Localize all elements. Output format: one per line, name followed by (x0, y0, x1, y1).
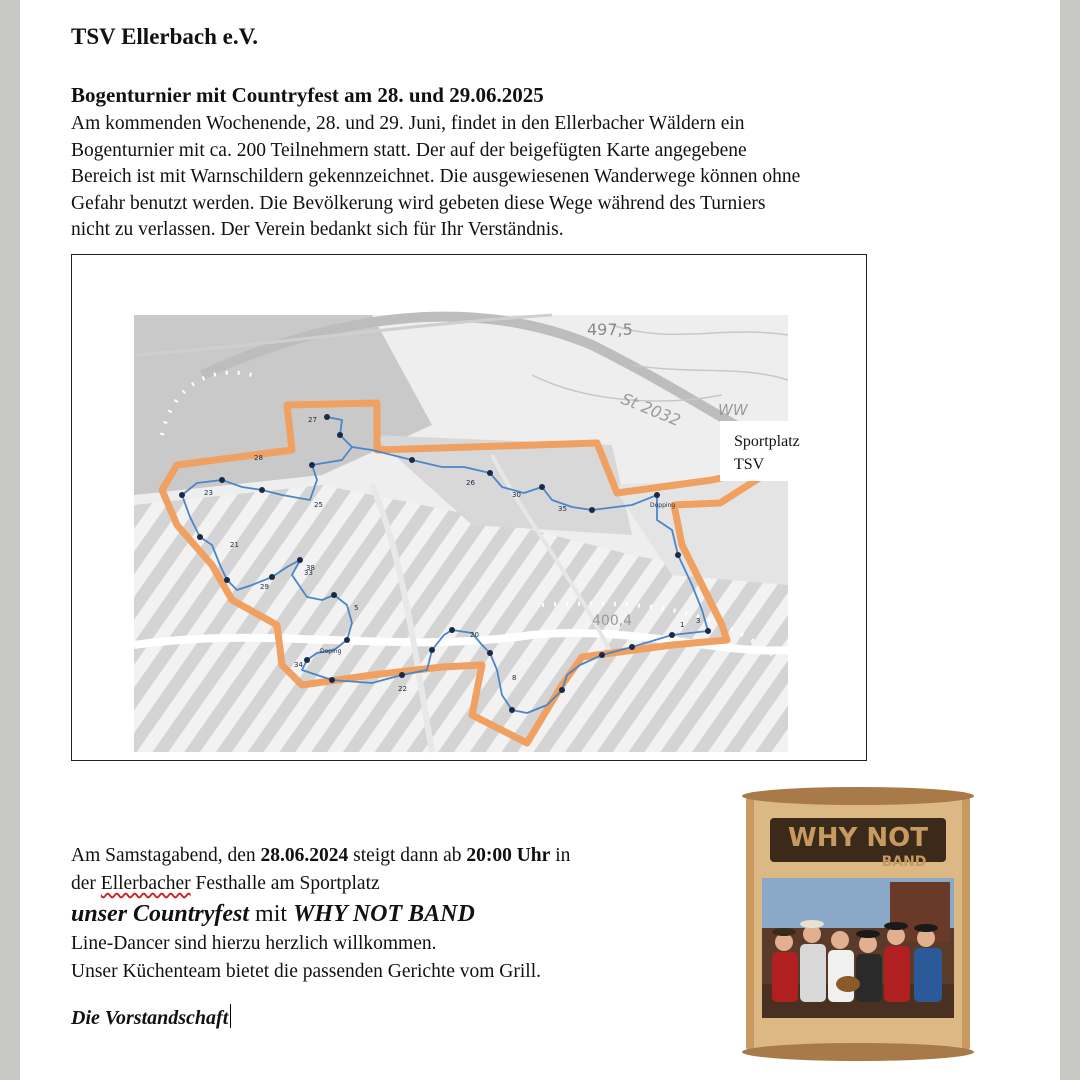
signature: Die Vorstandschaft (71, 1007, 229, 1029)
announcement-paragraph (71, 111, 971, 244)
text-run: der (71, 873, 101, 894)
text-run: Festhalle am Sportplatz (190, 873, 380, 894)
member-body (828, 950, 854, 1002)
station-number: 38 (306, 564, 315, 572)
station-marker (179, 492, 185, 498)
text-run: Am Samstagabend, den (71, 845, 261, 866)
station-marker (509, 707, 515, 713)
station-number: 35 (558, 505, 567, 513)
spellcheck-word[interactable]: Ellerbacher (100, 873, 191, 894)
station-marker (219, 477, 225, 483)
station-marker (409, 457, 415, 463)
event-line: Unser Küchenteam bietet die passenden Gerichte vom Grill. (71, 961, 542, 982)
station-marker (589, 507, 595, 513)
band-poster (740, 784, 976, 1064)
member-body (914, 948, 942, 1002)
text-run: mit (249, 901, 294, 927)
text-run: in (550, 845, 571, 866)
paragraph-line: Bereich ist mit Warnschildern gekennzeichnet. Die ausgewiesenen Wanderwege können ohne (71, 166, 801, 187)
station-number: 22 (398, 685, 407, 693)
start-label: Dopping (650, 502, 676, 509)
station-number: 25 (314, 501, 323, 509)
paragraph-line: Am kommenden Wochenende, 28. und 29. Juni, findet in den Ellerbacher Wäldern ein (71, 113, 745, 134)
height-label: 497,5 (587, 320, 633, 339)
event-date: 28.06.2024 (260, 845, 349, 866)
station-marker (705, 628, 711, 634)
station-marker (324, 414, 330, 420)
station-number: 34 (294, 661, 303, 669)
station-marker (449, 627, 455, 633)
event-time: 20:00 Uhr (466, 845, 551, 866)
poster-graphic (740, 784, 976, 1064)
signature-line[interactable] (71, 1004, 231, 1030)
paragraph-line: nicht zu verlassen. Der Verein bedankt sich für Ihr Verständnis. (71, 219, 564, 240)
paragraph-line: Gefahr benutzt werden. Die Bevölkerung wird gebeten diese Wege während des Turniers (71, 192, 766, 214)
paragraph-line: Bogenturnier mit ca. 200 Teilnehmern statt. Der auf der beigefügten Karte angegebene (71, 139, 747, 161)
club-name: TSV Ellerbach e.V. (71, 24, 259, 49)
start-label: Doping (320, 648, 342, 655)
station-marker (539, 484, 545, 490)
station-number: 3 (696, 617, 701, 625)
member-body (772, 952, 798, 1002)
hat (914, 924, 938, 932)
hat (856, 930, 880, 938)
station-marker (224, 577, 230, 583)
station-marker (344, 637, 350, 643)
hat (800, 920, 824, 928)
station-number: 29 (260, 583, 269, 591)
station-number: 23 (204, 489, 213, 497)
station-marker (599, 652, 605, 658)
station-number: 27 (308, 416, 317, 424)
station-number: 26 (466, 479, 475, 487)
station-number: 30 (512, 491, 521, 499)
text-run: steigt dann ab (348, 845, 467, 866)
tournament-map (71, 254, 867, 761)
station-number: 28 (254, 454, 263, 462)
station-marker (654, 492, 660, 498)
station-marker (309, 462, 315, 468)
document-page[interactable] (20, 0, 1060, 1080)
scroll-top (742, 787, 974, 805)
poster-title: WHY NOT (788, 823, 928, 853)
station-number: 21 (230, 541, 239, 549)
station-number: 33 (304, 569, 313, 577)
callout-line: TSV (734, 456, 765, 473)
station-marker (297, 557, 303, 563)
band-name: WHY NOT BAND (293, 901, 475, 927)
text-cursor (230, 1004, 231, 1028)
station-marker (559, 687, 565, 693)
member-head (831, 931, 849, 949)
station-marker (269, 574, 275, 580)
road-label: St 2032 (618, 389, 684, 431)
event-line (71, 870, 570, 898)
station-marker (669, 632, 675, 638)
station-marker (331, 592, 337, 598)
station-number: 5 (354, 604, 359, 612)
station-marker (197, 534, 203, 540)
height-label: 400,4 (592, 613, 633, 629)
station-number: 1 (680, 621, 685, 629)
station-marker (337, 432, 343, 438)
event-headline: Bogenturnier mit Countryfest am 28. und 29.06.2025 (71, 83, 544, 107)
hat (772, 928, 796, 936)
station-number: 20 (470, 631, 479, 639)
event-line (71, 898, 570, 930)
event-line: Line-Dancer sind hierzu herzlich willkommen. (71, 933, 437, 954)
event-line (71, 842, 570, 870)
station-marker (487, 650, 493, 656)
member-body (856, 954, 882, 1002)
scroll-bottom (742, 1043, 974, 1061)
event-details (71, 842, 570, 986)
station-marker (675, 552, 681, 558)
hat (884, 922, 908, 930)
station-marker (429, 647, 435, 653)
member-body (884, 946, 910, 1002)
member-body (800, 944, 826, 1002)
map-graphic (72, 255, 866, 760)
station-marker (399, 672, 405, 678)
callout-line: Sportplatz (734, 433, 800, 450)
countryfest-title: unser Countryfest (71, 901, 250, 927)
guitar (836, 976, 860, 992)
road-label: WW (718, 401, 748, 419)
station-marker (329, 677, 335, 683)
station-marker (259, 487, 265, 493)
poster-subtitle: BAND (881, 854, 927, 870)
station-marker (304, 657, 310, 663)
station-marker (487, 470, 493, 476)
station-number: 8 (512, 674, 517, 682)
station-marker (629, 644, 635, 650)
